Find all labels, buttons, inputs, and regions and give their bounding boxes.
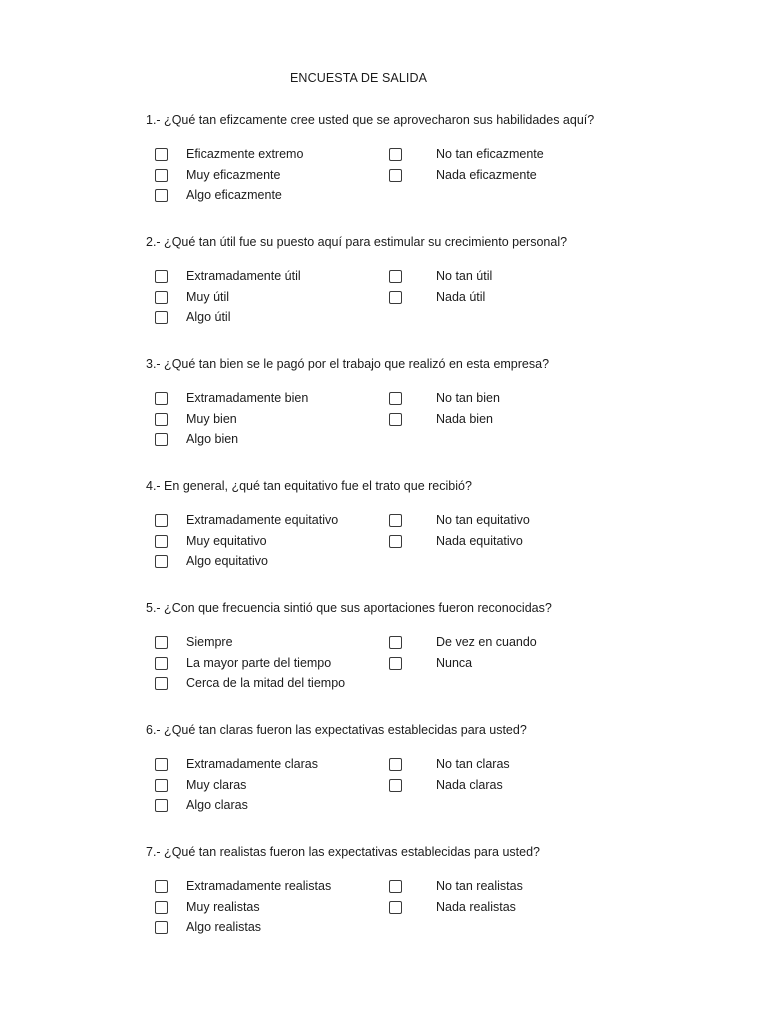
- checkbox-icon[interactable]: [389, 779, 402, 792]
- option-checkbox[interactable]: [389, 532, 523, 550]
- option-label: Extramadamente claras: [186, 757, 319, 771]
- question-text: 6.- ¿Qué tan claras fueron las expectativas establecidas para usted?: [146, 723, 527, 737]
- option-checkbox[interactable]: [155, 654, 331, 672]
- option-checkbox[interactable]: [155, 674, 345, 692]
- question-text: 3.- ¿Qué tan bien se le pagó por el trabajo que realizó en esta empresa?: [146, 357, 550, 371]
- option-label: Extramadamente realistas: [186, 879, 332, 893]
- option-label: Muy realistas: [186, 900, 260, 914]
- checkbox-icon[interactable]: [155, 189, 168, 202]
- option-checkbox[interactable]: [155, 532, 267, 550]
- checkbox-icon[interactable]: [155, 677, 168, 690]
- checkbox-icon[interactable]: [155, 636, 168, 649]
- option-checkbox[interactable]: [155, 633, 233, 651]
- checkbox-icon[interactable]: [155, 291, 168, 304]
- option-checkbox[interactable]: [155, 755, 318, 773]
- option-label: Muy bien: [186, 412, 237, 426]
- option-checkbox[interactable]: [155, 410, 237, 428]
- option-label: Nunca: [436, 656, 473, 670]
- checkbox-icon[interactable]: [155, 880, 168, 893]
- option-label: Nada claras: [436, 778, 503, 792]
- checkbox-icon[interactable]: [389, 413, 402, 426]
- checkbox-icon[interactable]: [155, 413, 168, 426]
- checkbox-icon[interactable]: [389, 392, 402, 405]
- checkbox-icon[interactable]: [155, 270, 168, 283]
- option-label: Algo claras: [186, 798, 248, 812]
- option-label: Nada equitativo: [436, 534, 523, 548]
- option-checkbox[interactable]: [155, 389, 308, 407]
- option-label: No tan realistas: [436, 879, 523, 893]
- option-checkbox[interactable]: [389, 288, 485, 306]
- checkbox-icon[interactable]: [155, 535, 168, 548]
- option-checkbox[interactable]: [155, 552, 268, 570]
- checkbox-icon[interactable]: [389, 535, 402, 548]
- option-label: Algo realistas: [186, 920, 262, 934]
- option-label: No tan claras: [436, 757, 510, 771]
- option-label: Muy equitativo: [186, 534, 267, 548]
- option-checkbox[interactable]: [155, 308, 230, 326]
- question-text: 7.- ¿Qué tan realistas fueron las expectativas establecidas para usted?: [146, 845, 540, 859]
- question-text: 1.- ¿Qué tan efizcamente cree usted que se aprovecharon sus habilidades aquí?: [146, 113, 595, 127]
- checkbox-icon[interactable]: [155, 901, 168, 914]
- option-checkbox[interactable]: [155, 166, 280, 184]
- survey-title: ENCUESTA DE SALIDA: [290, 71, 428, 85]
- option-label: La mayor parte del tiempo: [186, 656, 332, 670]
- option-label: No tan equitativo: [436, 513, 530, 527]
- question-4: [0, 479, 768, 589]
- checkbox-icon[interactable]: [155, 311, 168, 324]
- option-checkbox[interactable]: [389, 145, 544, 163]
- option-label: Algo útil: [186, 310, 231, 324]
- checkbox-icon[interactable]: [155, 433, 168, 446]
- checkbox-icon[interactable]: [155, 392, 168, 405]
- option-checkbox[interactable]: [389, 755, 510, 773]
- option-checkbox[interactable]: [389, 410, 493, 428]
- checkbox-icon[interactable]: [155, 514, 168, 527]
- option-label: De vez en cuando: [436, 635, 537, 649]
- question-5: [0, 601, 768, 711]
- option-label: Muy útil: [186, 290, 230, 304]
- option-checkbox[interactable]: [389, 633, 537, 651]
- checkbox-icon[interactable]: [389, 148, 402, 161]
- option-label: Nada realistas: [436, 900, 516, 914]
- option-checkbox[interactable]: [155, 511, 338, 529]
- option-label: Nada eficazmente: [436, 168, 537, 182]
- option-label: Cerca de la mitad del tiempo: [186, 676, 346, 690]
- checkbox-icon[interactable]: [155, 169, 168, 182]
- checkbox-icon[interactable]: [155, 148, 168, 161]
- question-6: [0, 723, 768, 833]
- option-checkbox[interactable]: [155, 430, 238, 448]
- checkbox-icon[interactable]: [389, 514, 402, 527]
- option-label: Eficazmente extremo: [186, 147, 304, 161]
- option-label: Muy eficazmente: [186, 168, 281, 182]
- option-checkbox[interactable]: [389, 166, 537, 184]
- question-1: [0, 113, 768, 223]
- checkbox-icon[interactable]: [155, 799, 168, 812]
- option-checkbox[interactable]: [389, 898, 516, 916]
- checkbox-icon[interactable]: [389, 270, 402, 283]
- option-label: Nada útil: [436, 290, 486, 304]
- option-checkbox[interactable]: [155, 288, 229, 306]
- question-text: 4.- En general, ¿qué tan equitativo fue el trato que recibió?: [146, 479, 472, 493]
- option-checkbox[interactable]: [155, 145, 303, 163]
- option-label: Algo eficazmente: [186, 188, 282, 202]
- question-3: [0, 357, 768, 467]
- question-7: [0, 845, 768, 955]
- option-label: Algo bien: [186, 432, 239, 446]
- option-label: Muy claras: [186, 778, 247, 792]
- option-checkbox[interactable]: [155, 796, 248, 814]
- checkbox-icon[interactable]: [155, 779, 168, 792]
- option-checkbox[interactable]: [389, 267, 492, 285]
- option-label: Extramadamente bien: [186, 391, 309, 405]
- option-label: Nada bien: [436, 412, 493, 426]
- option-label: Algo equitativo: [186, 554, 269, 568]
- checkbox-icon[interactable]: [389, 758, 402, 771]
- checkbox-icon[interactable]: [389, 880, 402, 893]
- option-checkbox[interactable]: [389, 877, 523, 895]
- option-checkbox[interactable]: [155, 267, 301, 285]
- option-checkbox[interactable]: [389, 654, 472, 672]
- checkbox-icon[interactable]: [155, 758, 168, 771]
- question-2: [0, 235, 768, 345]
- checkbox-icon[interactable]: [155, 921, 168, 934]
- option-label: No tan eficazmente: [436, 147, 544, 161]
- checkbox-icon[interactable]: [389, 169, 402, 182]
- checkbox-icon[interactable]: [155, 657, 168, 670]
- checkbox-icon[interactable]: [155, 555, 168, 568]
- option-checkbox[interactable]: [155, 898, 260, 916]
- checkbox-icon[interactable]: [389, 901, 402, 914]
- option-label: No tan útil: [436, 269, 493, 283]
- checkbox-icon[interactable]: [389, 657, 402, 670]
- option-checkbox[interactable]: [155, 918, 261, 936]
- option-label: Extramadamente equitativo: [186, 513, 339, 527]
- checkbox-icon[interactable]: [389, 636, 402, 649]
- option-label: No tan bien: [436, 391, 500, 405]
- option-label: Siempre: [186, 635, 233, 649]
- option-checkbox[interactable]: [389, 389, 500, 407]
- option-checkbox[interactable]: [389, 776, 503, 794]
- question-text: 5.- ¿Con que frecuencia sintió que sus aportaciones fueron reconocidas?: [146, 601, 552, 615]
- checkbox-icon[interactable]: [389, 291, 402, 304]
- question-text: 2.- ¿Qué tan útil fue su puesto aquí para estimular su crecimiento personal?: [146, 235, 568, 249]
- option-checkbox[interactable]: [155, 877, 331, 895]
- option-checkbox[interactable]: [155, 186, 282, 204]
- option-checkbox[interactable]: [389, 511, 530, 529]
- option-checkbox[interactable]: [155, 776, 246, 794]
- option-label: Extramadamente útil: [186, 269, 301, 283]
